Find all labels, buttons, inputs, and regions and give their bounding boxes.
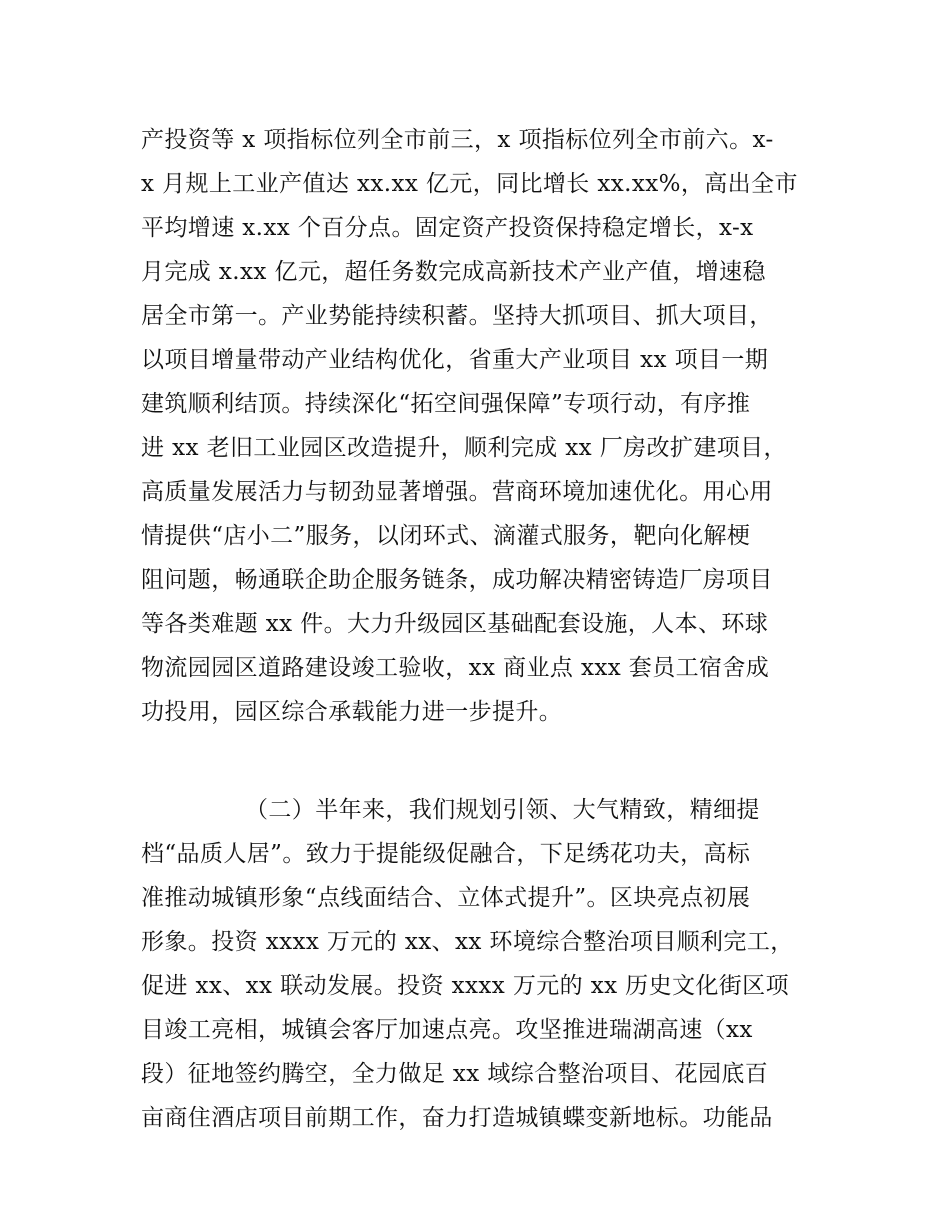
text-line: 阻问题，畅通联企助企服务链条，成功解决精密铸造厂房项目 [141, 567, 773, 593]
text-line: （二）半年来，我们规划引领、大气精致，精细提 [245, 797, 760, 823]
text-line: 档“品质人居”。致力于提能级促融合，下足绣花功夫，高标 [141, 841, 751, 867]
text-line: x 月规上工业产值达 xx.xx 亿元，同比增长 xx.xx%，高出全市 [141, 171, 798, 197]
paragraph-1 [141, 118, 821, 734]
text-line: 高质量发展活力与韧劲显著增强。营商环境加速优化。用心用 [141, 479, 773, 505]
text-line: 产投资等 x 项指标位列全市前三，x 项指标位列全市前六。x- [141, 127, 774, 153]
text-line: 以项目增量带动产业结构优化，省重大产业项目 xx 项目一期 [141, 347, 769, 373]
text-line: 亩商住酒店项目前期工作，奋力打造城镇蝶变新地标。功能品 [141, 1105, 773, 1131]
text-line: 促进 xx、xx 联动发展。投资 xxxx 万元的 xx 历史文化街区项 [141, 973, 789, 999]
text-line: 物流园园区道路建设竣工验收，xx 商业点 xxx 套员工宿舍成 [141, 655, 770, 681]
text-line: 目竣工亮相，城镇会客厅加速点亮。攻坚推进瑞湖高速（xx [141, 1017, 753, 1043]
paragraph-2 [141, 788, 821, 1140]
text-line: 建筑顺利结顶。持续深化“拓空间强保障”专项行动，有序推 [141, 391, 751, 417]
text-line: 进 xx 老旧工业园区改造提升，顺利完成 xx 厂房改扩建项目， [141, 435, 787, 461]
text-line: 段）征地签约腾空，全力做足 xx 域综合整治项目、花园底百 [141, 1061, 769, 1087]
text-line: 准推动城镇形象“点线面结合、立体式提升”。区块亮点初展 [141, 885, 751, 911]
text-line: 功投用，园区综合承载能力进一步提升。 [141, 699, 563, 725]
text-line: 情提供“店小二”服务，以闭环式、滴灌式服务，靶向化解梗 [141, 523, 751, 549]
text-line: 形象。投资 xxxx 万元的 xx、xx 环境综合整治项目顺利完工， [141, 929, 794, 955]
text-line: 平均增速 x.xx 个百分点。固定资产投资保持稳定增长，x-x [141, 215, 754, 241]
text-line: 月完成 x.xx 亿元，超任务数完成高新技术产业产值，增速稳 [141, 259, 766, 285]
text-line: 等各类难题 xx 件。大力升级园区基础配套设施，人本、环球 [141, 611, 769, 637]
text-line: 居全市第一。产业势能持续积蓄。坚持大抓项目、抓大项目， [141, 303, 773, 329]
paragraph-gap [141, 734, 821, 788]
document-body [141, 118, 821, 1140]
